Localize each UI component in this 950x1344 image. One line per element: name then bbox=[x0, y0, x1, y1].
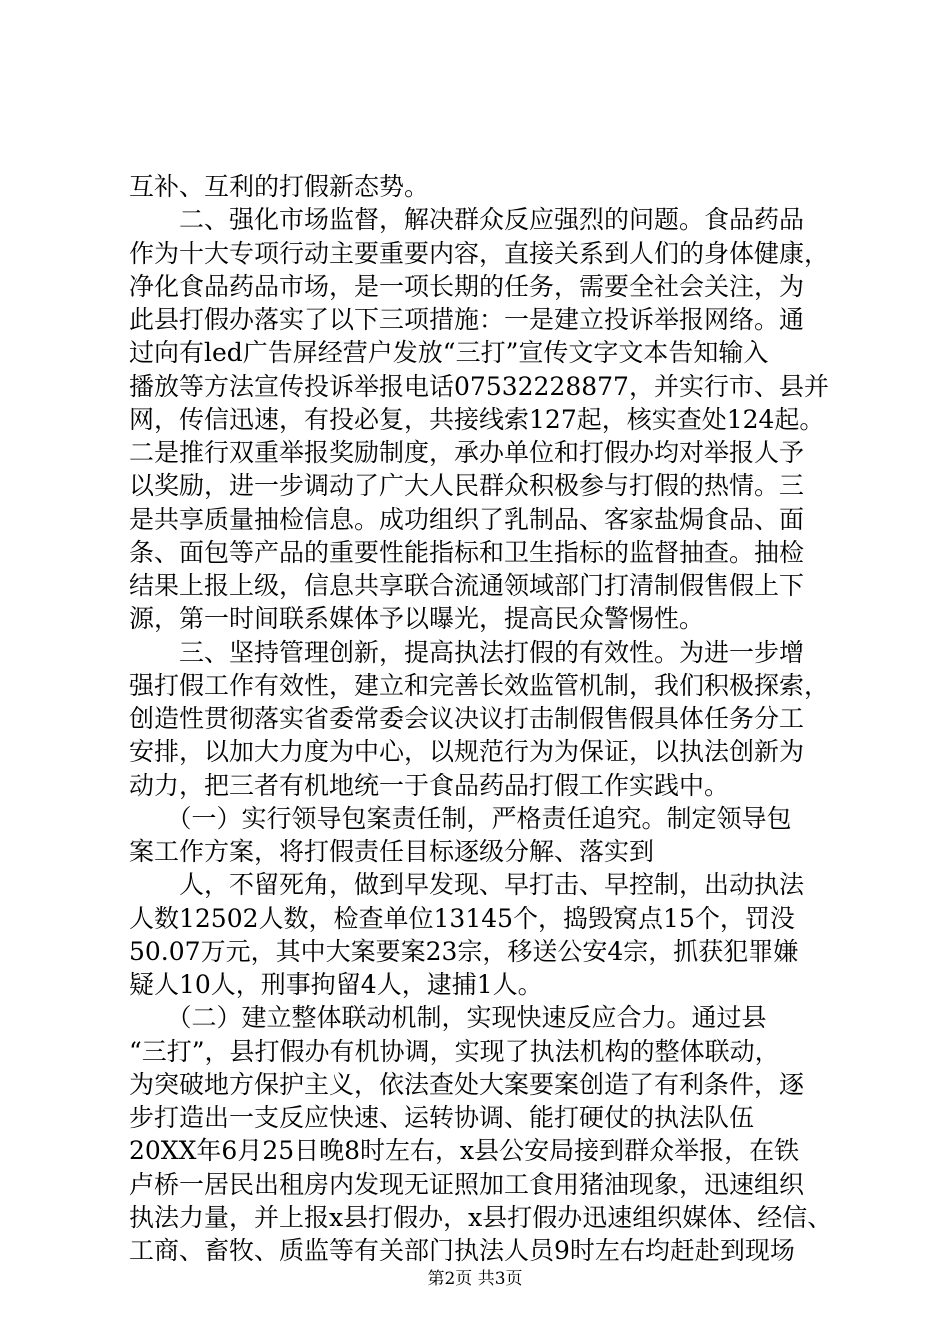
body-line: 20XX年6月25日晚8时左右，x县公安局接到群众举报，在铁 bbox=[129, 1136, 800, 1165]
page-number-footer: 第2页 共3页 bbox=[427, 1269, 523, 1289]
body-line: 强打假工作有效性，建立和完善长效监管机制，我们积极探索， bbox=[129, 671, 830, 700]
body-line: 人，不留死角，做到早发现、早打击、早控制，出动执法 bbox=[129, 870, 805, 899]
body-line: 二是推行双重举报奖励制度，承办单位和打假办均对举报人予 bbox=[129, 438, 805, 467]
body-line: “三打”，县打假办有机协调，实现了执法机构的整体联动， bbox=[129, 1037, 780, 1066]
body-line: 此县打假办落实了以下三项措施：一是建立投诉举报网络。通 bbox=[129, 305, 805, 334]
body-line: 创造性贯彻落实省委常委会议决议打击制假售假具体任务分工 bbox=[129, 704, 805, 733]
body-line: 50.07万元，其中大案要案23宗，移送公安4宗，抓获犯罪嫌 bbox=[129, 937, 799, 966]
body-line: 二、强化市场监督，解决群众反应强烈的问题。食品药品 bbox=[129, 205, 805, 234]
body-line: 步打造出一支反应快速、运转协调、能打硬仗的执法队伍 bbox=[129, 1103, 755, 1132]
body-line: 以奖励，进一步调动了广大人民群众积极参与打假的热情。三 bbox=[129, 471, 805, 500]
body-line: 过向有led广告屏经营户发放“三打”宣传文字文本告知输入 bbox=[129, 338, 769, 367]
body-line: 网，传信迅速，有投必复，共接线索127起，核实查处124起。 bbox=[129, 405, 825, 434]
body-line: 案工作方案，将打假责任目标逐级分解、落实到 bbox=[129, 837, 655, 866]
body-line: 播放等方法宣传投诉举报电话07532228877，并实行市、县并 bbox=[129, 372, 829, 401]
body-line: 结果上报上级，信息共享联合流通领域部门打清制假售假上下 bbox=[129, 571, 805, 600]
body-line: 条、面包等产品的重要性能指标和卫生指标的监督抽查。抽检 bbox=[129, 538, 805, 567]
body-line: 为突破地方保护主义，依法查处大案要案创造了有利条件，逐 bbox=[129, 1070, 805, 1099]
body-line: （一）实行领导包案责任制，严格责任追究。制定领导包 bbox=[129, 804, 792, 833]
body-line: 作为十大专项行动主要重要内容，直接关系到人们的身体健康， bbox=[129, 239, 830, 268]
body-line: 源，第一时间联系媒体予以曝光，提高民众警惕性。 bbox=[129, 604, 705, 633]
body-line: 三、坚持管理创新，提高执法打假的有效性。为进一步增 bbox=[129, 638, 805, 667]
body-line: 执法力量，并上报x县打假办，x县打假办迅速组织媒体、经信、 bbox=[129, 1203, 833, 1232]
body-line: 安排，以加大力度为中心，以规范行为为保证，以执法创新为 bbox=[129, 737, 805, 766]
body-line: 净化食品药品市场，是一项长期的任务，需要全社会关注，为 bbox=[129, 272, 805, 301]
body-line: 疑人10人，刑事拘留4人，逮捕1人。 bbox=[129, 970, 543, 999]
body-line: 是共享质量抽检信息。成功组织了乳制品、客家盐焗食品、面 bbox=[129, 505, 805, 534]
body-line: （二）建立整体联动机制，实现快速反应合力。通过县 bbox=[129, 1003, 767, 1032]
body-line: 动力，把三者有机地统一于食品药品打假工作实践中。 bbox=[129, 771, 730, 800]
body-line: 互补、互利的打假新态势。 bbox=[129, 172, 430, 201]
body-line: 卢桥一居民出租房内发现无证照加工食用猪油现象，迅速组织 bbox=[129, 1170, 805, 1199]
body-line: 人数12502人数，检查单位13145个，捣毁窝点15个，罚没 bbox=[129, 904, 795, 933]
body-line: 工商、畜牧、质监等有关部门执法人员9时左右均赶赴到现场 bbox=[129, 1236, 795, 1265]
